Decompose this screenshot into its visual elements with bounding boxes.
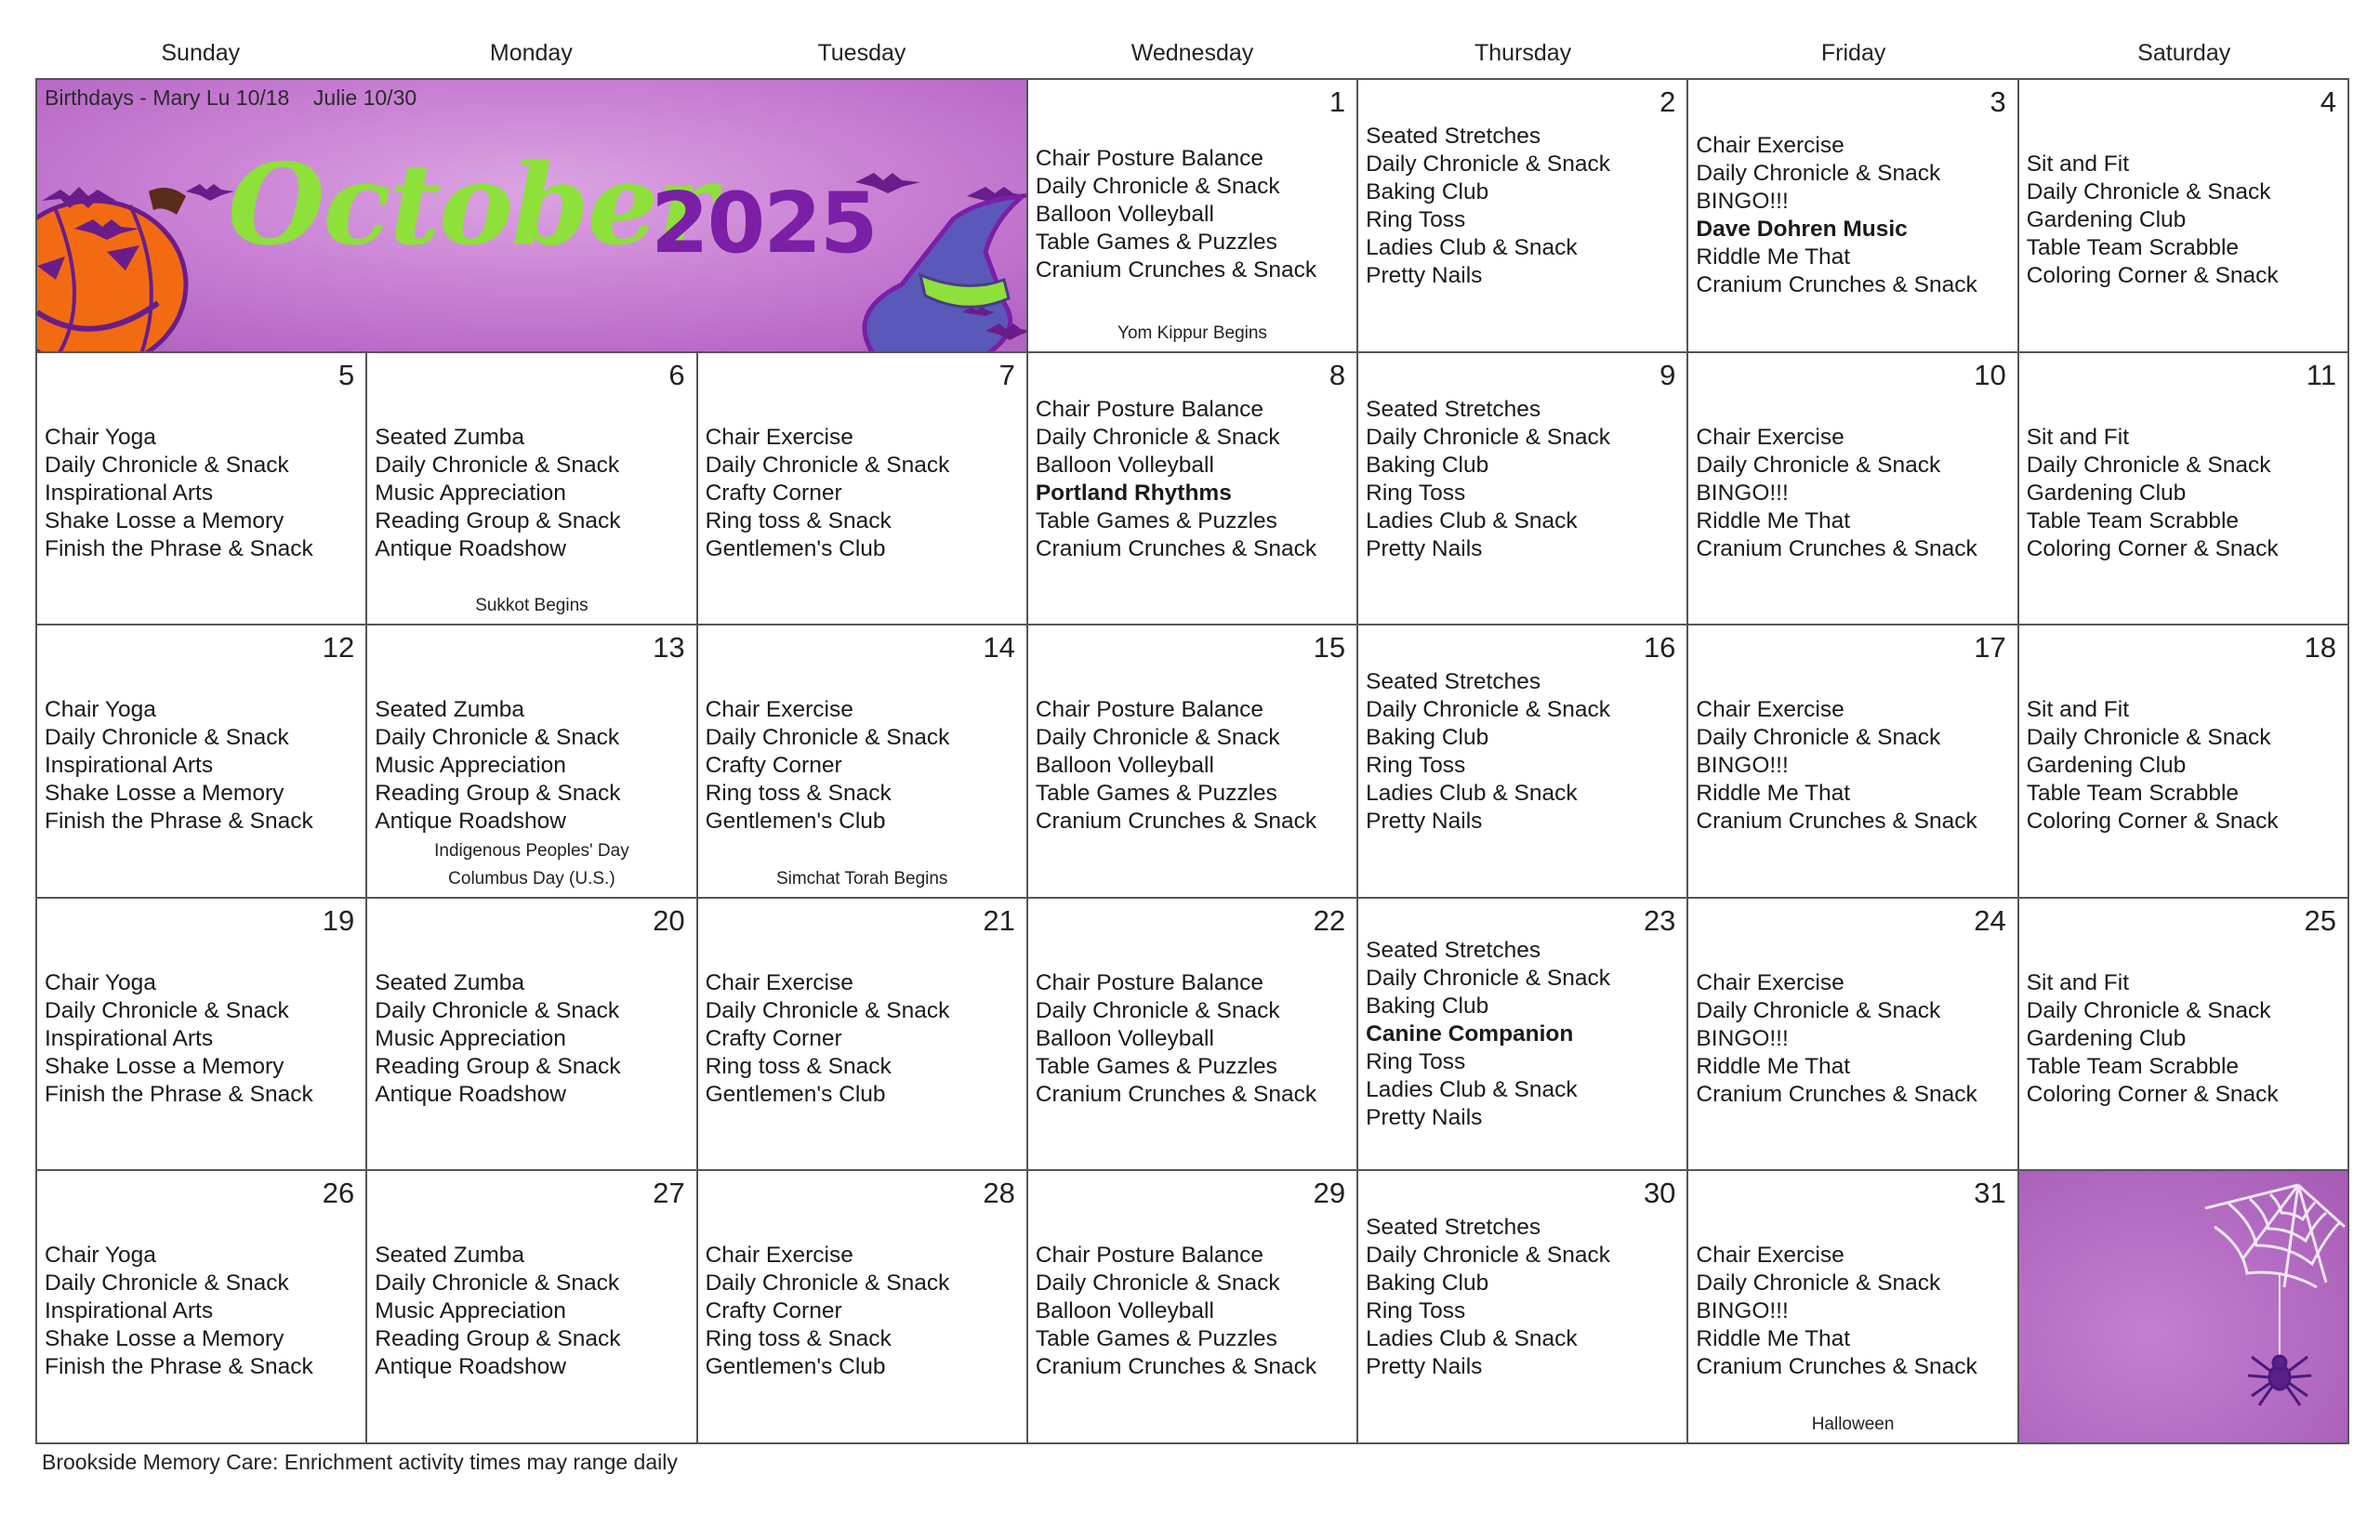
activity-item: Daily Chronicle & Snack [1035,174,1280,199]
day-number: 24 [1974,903,2006,937]
holiday-note [1688,1411,2016,1439]
day-number: 19 [322,903,355,937]
activity-item: Sit and Fit [2026,697,2130,723]
activity-item: Table Games & Puzzles [1035,230,1277,255]
activity-item: Coloring Corner & Snack [2026,263,2279,288]
birthdays-text: Birthdays - Mary Lu 10/18 Julie 10/30 [45,86,417,110]
activity-item: Coloring Corner & Snack [2026,1081,2279,1107]
activity-item: Antique Roadshow [375,809,566,835]
month-banner [37,80,1028,353]
activity-item: BINGO!!! [1696,189,1789,214]
activity-item: Shake Losse a Memory [45,781,284,807]
day-cell [698,625,1028,899]
activity-item: Daily Chronicle & Snack [1696,452,1941,478]
activity-item: Seated Zumba [375,1243,524,1269]
day-number: 12 [322,631,355,665]
activity-list [706,696,1019,836]
weekday-monday: Monday [489,40,573,66]
activity-item: Antique Roadshow [375,535,566,561]
day-cell [2019,899,2349,1172]
day-cell [367,1171,697,1444]
activity-item: Daily Chronicle & Snack [2026,725,2271,751]
day-number: 23 [1643,903,1676,937]
banner-month: October [228,139,714,270]
activity-list [2027,424,2340,563]
activity-list [375,969,688,1109]
activity-list [1366,123,1679,290]
activity-item: Seated Stretches [1366,937,1541,963]
activity-item: Balloon Volleyball [1035,1298,1214,1324]
activity-item: Seated Zumba [375,969,524,995]
activity-item: Coloring Corner & Snack [2026,809,2279,835]
activity-item: Cranium Crunches & Snack [1035,257,1317,283]
activity-list [1696,1242,2009,1381]
activity-list [1036,1242,1349,1381]
activity-item: Baking Club [1366,1270,1489,1296]
weekday-tuesday: Tuesday [817,40,906,66]
day-number: 6 [668,358,685,391]
activity-list [1366,396,1679,563]
weekday-saturday: Saturday [2137,40,2231,66]
spider-icon [2248,1356,2311,1405]
activity-list [706,969,1019,1109]
activity-item: Daily Chronicle & Snack [1035,424,1280,450]
activity-item: Baking Club [1366,452,1489,478]
day-cell [2019,353,2349,626]
activity-item: Gardening Club [2026,480,2187,506]
activity-item: Riddle Me That [1696,1326,1851,1352]
activity-item: Pretty Nails [1366,263,1483,288]
weekday-thursday: Thursday [1474,40,1572,66]
day-cell [1358,353,1688,626]
day-number: 11 [2306,358,2336,391]
footer-note: Brookside Memory Care: Enrichment activity times may range daily [42,1450,678,1474]
activity-list [1366,937,1679,1132]
day-number: 5 [338,358,355,391]
activity-item: Daily Chronicle & Snack [45,725,289,751]
activity-list [1036,696,1349,836]
activity-item: Daily Chronicle & Snack [2026,179,2271,204]
activity-item: Crafty Corner [705,1298,842,1324]
day-number: 29 [1313,1177,1346,1210]
activity-item: Finish the Phrase & Snack [45,1354,313,1380]
day-number: 7 [998,358,1015,391]
activity-item: Ring toss & Snack [705,507,892,533]
activity-item: Ladies Club & Snack [1366,781,1578,807]
holiday-text: Indigenous Peoples' Day [434,840,629,861]
activity-list [1036,145,1349,284]
activity-item: Daily Chronicle & Snack [45,1270,289,1296]
day-number: 4 [2320,86,2336,118]
activity-list [2027,969,2340,1109]
activity-item: Music Appreciation [375,1298,566,1324]
activity-item: Ladies Club & Snack [1366,235,1578,260]
activity-item: Daily Chronicle & Snack [1366,424,1610,450]
activity-list [45,424,358,563]
day-cell [367,353,697,626]
day-cell [1688,899,2018,1172]
activity-item: Daily Chronicle & Snack [45,997,289,1023]
activity-list [1036,969,1349,1109]
day-cell [1358,1171,1688,1444]
day-cell [1688,625,2018,899]
activity-item: Riddle Me That [1696,507,1851,533]
activity-item: Inspirational Arts [45,1025,214,1051]
weekday-wednesday: Wednesday [1130,40,1254,66]
day-number: 17 [1974,631,2006,665]
activity-item: Daily Chronicle & Snack [375,997,620,1023]
activity-item: Ladies Club & Snack [1366,1076,1578,1102]
day-number: 20 [653,903,685,937]
day-number: 1 [1329,86,1346,118]
activity-item: Portland Rhythms [1035,480,1232,506]
activity-item: Balloon Volleyball [1035,202,1214,227]
activity-item: Ladies Club & Snack [1366,507,1578,533]
day-cell [2019,80,2349,353]
activity-list [375,1242,688,1381]
activity-item: Daily Chronicle & Snack [1035,725,1280,751]
activity-item: Reading Group & Snack [375,1053,621,1079]
activity-item: Coloring Corner & Snack [2026,535,2279,561]
activity-item: Ring Toss [1366,1048,1466,1074]
activity-item: Cranium Crunches & Snack [1696,809,1977,835]
day-number: 31 [1974,1177,2006,1210]
activity-item: BINGO!!! [1696,753,1789,779]
activity-list [706,1242,1019,1381]
activity-item: Inspirational Arts [45,753,214,779]
activity-item: Gentlemen's Club [705,809,886,835]
activity-item: Ladies Club & Snack [1366,1326,1578,1352]
activity-item: Seated Stretches [1366,396,1541,422]
activity-item: Shake Losse a Memory [45,507,284,533]
day-number: 25 [2304,903,2336,937]
day-cell [698,353,1028,626]
day-cell [2019,625,2349,899]
activity-item: Cranium Crunches & Snack [1696,1081,1977,1107]
day-number: 2 [1659,86,1676,118]
holiday-note [367,592,695,620]
holiday-text: Simchat Torah Begins [775,868,948,888]
holiday-text: Columbus Day (U.S.) [448,868,615,888]
activity-item: Ring Toss [1366,480,1466,506]
activity-item: Baking Club [1366,725,1489,751]
activity-item: Finish the Phrase & Snack [45,1081,313,1107]
holiday-text: Sukkot Begins [475,596,588,616]
day-cell [37,353,367,626]
activity-item: Table Team Scrabble [2026,1053,2240,1079]
activity-item: Table Games & Puzzles [1035,1053,1277,1079]
weekday-header [35,28,2349,78]
activity-item: Daily Chronicle & Snack [1035,997,1280,1023]
activity-list [45,1242,358,1381]
activity-item: Baking Club [1366,993,1489,1019]
day-cell [37,899,367,1172]
activity-item: Riddle Me That [1696,1053,1851,1079]
activity-item: Antique Roadshow [375,1081,566,1107]
activity-item: Inspirational Arts [45,1298,214,1324]
activity-item: Ring Toss [1366,207,1466,232]
activity-item: Riddle Me That [1696,781,1851,807]
activity-item: Gentlemen's Club [705,1354,886,1380]
activity-item: Chair Exercise [705,1243,853,1269]
activity-item: Balloon Volleyball [1035,452,1214,478]
activity-item: Daily Chronicle & Snack [45,452,289,478]
activity-item: Table Team Scrabble [2026,235,2240,260]
holiday-note [1028,320,1356,348]
activity-item: Daily Chronicle & Snack [1366,965,1610,991]
activity-list [1036,396,1349,563]
day-cell [1688,80,2018,353]
activity-list [1366,668,1679,836]
activity-item: Shake Losse a Memory [45,1326,284,1352]
activity-item: Pretty Nails [1366,809,1483,835]
activity-item: Gardening Club [2026,207,2187,232]
activity-item: Chair Posture Balance [1035,1243,1263,1269]
activity-item: Cranium Crunches & Snack [1035,535,1317,561]
activity-item: Cranium Crunches & Snack [1035,809,1317,835]
activity-list [1696,969,2009,1109]
activity-item: Chair Exercise [705,424,853,450]
activity-item: Music Appreciation [375,753,566,779]
activity-item: Sit and Fit [2026,969,2130,995]
activity-item: Daily Chronicle & Snack [1696,725,1941,751]
activity-item: Daily Chronicle & Snack [2026,452,2271,478]
day-cell [1028,899,1358,1172]
day-number: 15 [1313,631,1346,665]
activity-list [706,424,1019,563]
activity-item: Daily Chronicle & Snack [375,1270,620,1296]
holiday-text: Yom Kippur Begins [1117,322,1267,343]
day-cell [367,899,697,1172]
activity-item: Chair Yoga [45,969,156,995]
activity-list [1696,696,2009,836]
decor-cell [2019,1171,2349,1444]
day-number: 28 [983,1177,1015,1210]
activity-item: Reading Group & Snack [375,781,621,807]
day-number: 22 [1313,903,1346,937]
activity-item: Riddle Me That [1696,244,1851,270]
activity-item: Cranium Crunches & Snack [1035,1081,1317,1107]
activity-item: Daily Chronicle & Snack [1366,697,1610,723]
activity-item: Table Team Scrabble [2026,507,2240,533]
day-cell [698,899,1028,1172]
day-number: 18 [2304,631,2336,665]
activity-item: Chair Posture Balance [1035,146,1263,171]
day-cell [1358,80,1688,353]
day-cell [1028,625,1358,899]
activity-item: Baking Club [1366,179,1489,204]
activity-item: Daily Chronicle & Snack [1696,1270,1941,1296]
activity-item: Daily Chronicle & Snack [1696,997,1941,1023]
activity-list [45,696,358,836]
activity-list [45,969,358,1109]
day-number: 10 [1974,358,2006,391]
activity-item: Chair Exercise [705,697,853,723]
activity-item: Canine Companion [1366,1020,1574,1046]
activity-item: Daily Chronicle & Snack [705,1270,950,1296]
activity-item: Chair Exercise [705,969,853,995]
activity-item: Seated Zumba [375,424,524,450]
spider-web-icon [2205,1185,2345,1287]
activity-item: Table Games & Puzzles [1035,507,1277,533]
day-cell [1028,80,1358,353]
activity-item: Table Games & Puzzles [1035,781,1277,807]
activity-item: Chair Posture Balance [1035,396,1263,422]
activity-item: Seated Stretches [1366,1215,1541,1241]
activity-list [375,424,688,563]
activity-item: Daily Chronicle & Snack [705,725,950,751]
activity-item: Shake Losse a Memory [45,1053,284,1079]
activity-item: Chair Yoga [45,697,156,723]
day-number: 14 [983,631,1015,665]
day-number: 16 [1643,631,1676,665]
activity-item: Gardening Club [2026,753,2187,779]
day-cell [1688,1171,2018,1444]
day-number: 21 [983,903,1015,937]
day-cell [1688,353,2018,626]
activity-item: Cranium Crunches & Snack [1035,1354,1317,1380]
calendar-grid [35,78,2349,1444]
holiday-note [698,865,1026,893]
weekday-friday: Friday [1820,40,1886,66]
activity-list [1696,424,2009,563]
activity-item: Table Games & Puzzles [1035,1326,1277,1352]
activity-item: Inspirational Arts [45,480,214,506]
activity-item: Dave Dohren Music [1696,217,1908,242]
day-cell [37,1171,367,1444]
activity-item: Balloon Volleyball [1035,753,1214,779]
activity-item: Chair Posture Balance [1035,697,1263,723]
activity-item: Crafty Corner [705,753,842,779]
day-number: 13 [653,631,685,665]
activity-item: Ring toss & Snack [705,781,892,807]
activity-item: Daily Chronicle & Snack [1366,151,1610,177]
day-number: 26 [322,1177,355,1210]
day-number: 8 [1329,358,1346,391]
activity-item: Daily Chronicle & Snack [1035,1270,1280,1296]
activity-item: Ring Toss [1366,753,1466,779]
activity-item: Table Team Scrabble [2026,781,2240,807]
weekday-sunday: Sunday [161,40,241,66]
activity-item: Gentlemen's Club [705,1081,886,1107]
day-number: 30 [1643,1177,1676,1210]
activity-list [1366,1214,1679,1381]
activity-item: Pretty Nails [1366,535,1483,561]
activity-item: Gardening Club [2026,1025,2187,1051]
activity-item: BINGO!!! [1696,1025,1789,1051]
activity-item: Chair Posture Balance [1035,969,1263,995]
day-cell [367,625,697,899]
day-cell [1358,899,1688,1172]
activity-item: Pretty Nails [1366,1104,1483,1130]
activity-item: Chair Yoga [45,424,156,450]
banner-year: 2025 [651,175,877,272]
activity-item: Daily Chronicle & Snack [705,452,950,478]
activity-list [1696,132,2009,299]
activity-item: Seated Stretches [1366,669,1541,695]
activity-item: Chair Exercise [1696,424,1844,450]
day-number: 9 [1659,358,1676,391]
activity-item: Daily Chronicle & Snack [375,452,620,478]
activity-item: Music Appreciation [375,480,566,506]
holiday-note [367,837,695,893]
activity-item: Cranium Crunches & Snack [1696,535,1977,561]
activity-item: Ring Toss [1366,1298,1466,1324]
activity-item: Daily Chronicle & Snack [2026,997,2271,1023]
activity-item: Crafty Corner [705,480,842,506]
activity-item: Daily Chronicle & Snack [705,997,950,1023]
activity-item: Daily Chronicle & Snack [375,725,620,751]
activity-item: Ring toss & Snack [705,1053,892,1079]
activity-item: Chair Exercise [1696,697,1844,723]
activity-item: Chair Exercise [1696,969,1844,995]
activity-list [2027,151,2340,290]
activity-item: BINGO!!! [1696,1298,1789,1324]
activity-item: Seated Stretches [1366,124,1541,149]
activity-item: Balloon Volleyball [1035,1025,1214,1051]
activity-item: Music Appreciation [375,1025,566,1051]
activity-item: Daily Chronicle & Snack [1366,1243,1610,1269]
activity-item: Reading Group & Snack [375,1326,621,1352]
activity-item: Finish the Phrase & Snack [45,535,313,561]
activity-item: Chair Exercise [1696,133,1844,158]
activity-item: Pretty Nails [1366,1354,1483,1380]
day-cell [1028,353,1358,626]
activity-item: Antique Roadshow [375,1354,566,1380]
day-cell [698,1171,1028,1444]
activity-list [2027,696,2340,836]
day-cell [1028,1171,1358,1444]
activity-item: Daily Chronicle & Snack [1696,161,1941,186]
day-cell [1358,625,1688,899]
activity-item: Cranium Crunches & Snack [1696,1354,1977,1380]
activity-list [375,696,688,836]
activity-item: Finish the Phrase & Snack [45,809,313,835]
activity-item: Gentlemen's Club [705,535,886,561]
activity-item: Chair Exercise [1696,1243,1844,1269]
day-number: 3 [1990,86,2006,118]
activity-item: Chair Yoga [45,1243,156,1269]
activity-item: Crafty Corner [705,1025,842,1051]
activity-item: Cranium Crunches & Snack [1696,272,1977,297]
activity-item: Reading Group & Snack [375,507,621,533]
activity-item: Ring toss & Snack [705,1326,892,1352]
activity-item: BINGO!!! [1696,480,1789,506]
activity-item: Seated Zumba [375,697,524,723]
holiday-text: Halloween [1811,1415,1895,1434]
activity-item: Sit and Fit [2026,424,2130,450]
activity-item: Sit and Fit [2026,151,2130,177]
day-cell [37,625,367,899]
day-number: 27 [653,1177,685,1210]
